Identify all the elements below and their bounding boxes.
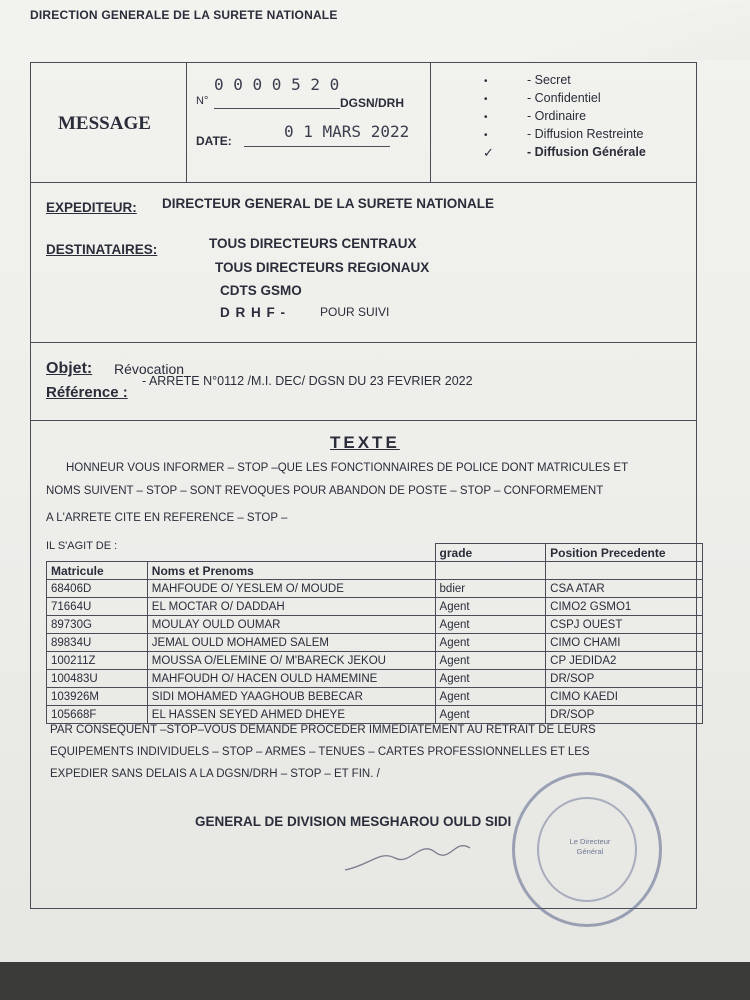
cell-matricule: 103926M <box>47 688 148 706</box>
message-number: 0 0 0 0 5 2 0 <box>214 75 340 94</box>
destinataire-line: CDTS GSMO <box>220 283 302 298</box>
cell-position: CP JEDIDA2 <box>546 652 703 670</box>
cell-matricule: 68406D <box>47 580 148 598</box>
classification-mark: • <box>484 112 488 123</box>
column-header-noms: Noms et Prenoms <box>147 562 435 580</box>
signatory-name: GENERAL DE DIVISION MESGHAROU OULD SIDI <box>195 814 512 829</box>
table-row <box>47 616 703 634</box>
cell-nom: JEMAL OULD MOHAMED SALEM <box>147 634 435 652</box>
header-organization: DIRECTION GENERALE DE LA SURETE NATIONALE <box>30 8 338 22</box>
cell-matricule: 105668F <box>47 706 148 724</box>
table-row <box>47 706 703 724</box>
divider-reference <box>31 420 696 421</box>
signature-icon <box>340 830 490 880</box>
classification-restreinte: - Diffusion Restreinte <box>527 127 644 141</box>
table-header-row <box>47 562 703 580</box>
background-surface <box>0 962 750 1000</box>
column-header-matricule: Matricule <box>47 562 148 580</box>
cell-grade: Agent <box>435 616 546 634</box>
objet-label: Objet: <box>46 360 93 377</box>
cell-nom: MAHFOUDE O/ YESLEM O/ MOUDE <box>147 580 435 598</box>
cell-position: DR/SOP <box>546 670 703 688</box>
classification-ordinaire: - Ordinaire <box>527 109 587 123</box>
table-row <box>47 670 703 688</box>
cell-matricule: 71664U <box>47 598 148 616</box>
closing-line: PAR CONSEQUENT –STOP–VOUS DEMANDE PROCEDER IMMEDIATEMENT AU RETRAIT DE LEURS <box>50 724 596 736</box>
stamp-line: Général <box>576 847 604 856</box>
stamp-text <box>515 837 665 857</box>
table-row <box>47 580 703 598</box>
destinataires-label: DESTINATAIRES: <box>46 242 158 257</box>
message-title: MESSAGE <box>58 113 151 134</box>
cell-matricule: 100211Z <box>47 652 148 670</box>
divider-title <box>186 62 187 182</box>
cell-nom: SIDI MOHAMED YAAGHOUB BEBECAR <box>147 688 435 706</box>
cell-position: CIMO KAEDI <box>546 688 703 706</box>
table-row <box>47 598 703 616</box>
official-stamp <box>512 772 662 927</box>
destinataire-line: TOUS DIRECTEURS REGIONAUX <box>215 260 430 275</box>
table-row <box>47 652 703 670</box>
pour-suivi: POUR SUIVI <box>320 305 390 319</box>
number-underline <box>214 108 340 109</box>
cell-grade: Agent <box>435 688 546 706</box>
texte-title: TEXTE <box>330 433 400 452</box>
il-sagit: IL S'AGIT DE : <box>46 540 118 552</box>
column-header-position: Position Precedente <box>546 544 703 562</box>
cell-position: CSA ATAR <box>546 580 703 598</box>
cell-matricule: 89730G <box>47 616 148 634</box>
classification-mark: • <box>484 76 488 87</box>
cell-matricule: 100483U <box>47 670 148 688</box>
divider-header <box>31 182 696 183</box>
checkmark-icon: ✓ <box>483 145 494 160</box>
closing-line: EXPEDIER SANS DELAIS A LA DGSN/DRH – STOP – ET FIN. / <box>50 768 380 780</box>
column-header-grade: grade <box>435 544 546 562</box>
cell-position: CSPJ OUEST <box>546 616 703 634</box>
expediteur-label: EXPEDITEUR: <box>46 200 137 215</box>
cell-grade: Agent <box>435 598 546 616</box>
revocation-table <box>46 543 703 724</box>
cell-nom: EL MOCTAR O/ DADDAH <box>147 598 435 616</box>
intro-line: A L'ARRETE CITE EN REFERENCE – STOP – <box>46 512 288 524</box>
cell-position: CIMO CHAMI <box>546 634 703 652</box>
cell-matricule: 89834U <box>47 634 148 652</box>
closing-line: EQUIPEMENTS INDIVIDUELS – STOP – ARMES – TENUES – CARTES PROFESSIONNELLES ET LES <box>50 746 590 758</box>
classification-secret: - Secret <box>527 73 571 87</box>
intro-line: NOMS SUIVENT – STOP – SONT REVOQUES POUR ABANDON DE POSTE – STOP – CONFORMEMENT <box>46 485 604 497</box>
reference-label: Référence : <box>46 384 128 401</box>
divider-recipients <box>31 342 696 343</box>
classification-mark: • <box>484 94 488 105</box>
cell-position: DR/SOP <box>546 706 703 724</box>
cell-nom: EL HASSEN SEYED AHMED DHEYE <box>147 706 435 724</box>
table-row <box>47 634 703 652</box>
destinataire-line: TOUS DIRECTEURS CENTRAUX <box>209 236 417 251</box>
intro-line: HONNEUR VOUS INFORMER – STOP –QUE LES FONCTIONNAIRES DE POLICE DONT MATRICULES ET <box>66 462 629 474</box>
cell-grade: Agent <box>435 670 546 688</box>
cell-grade: bdier <box>435 580 546 598</box>
cell-position: CIMO2 GSMO1 <box>546 598 703 616</box>
classification-mark: • <box>484 130 488 141</box>
reference-value: - ARRETE N°0112 /M.I. DEC/ DGSN DU 23 FEVRIER 2022 <box>142 374 473 388</box>
table-header-row <box>47 544 703 562</box>
message-date: 0 1 MARS 2022 <box>284 122 410 141</box>
divider-classification <box>430 62 431 182</box>
cell-nom: MOUSSA O/ELEMINE O/ M'BARECK JEKOU <box>147 652 435 670</box>
table-row <box>47 688 703 706</box>
date-underline <box>244 146 390 147</box>
number-label: N° <box>196 95 209 107</box>
objet-value: Révocation <box>114 361 185 377</box>
expediteur-value: DIRECTEUR GENERAL DE LA SURETE NATIONALE <box>162 196 495 211</box>
classification-generale: - Diffusion Générale <box>527 145 646 159</box>
destinataire-line: D R H F - <box>220 305 286 320</box>
stamp-line: Le Directeur <box>569 837 611 846</box>
cell-nom: MAHFOUDH O/ HACEN OULD HAMEMINE <box>147 670 435 688</box>
number-suffix: DGSN/DRH <box>340 96 405 110</box>
cell-grade: Agent <box>435 706 546 724</box>
cell-nom: MOULAY OULD OUMAR <box>147 616 435 634</box>
cell-grade: Agent <box>435 634 546 652</box>
classification-confidentiel: - Confidentiel <box>527 91 601 105</box>
date-label: DATE: <box>196 134 232 148</box>
cell-grade: Agent <box>435 652 546 670</box>
